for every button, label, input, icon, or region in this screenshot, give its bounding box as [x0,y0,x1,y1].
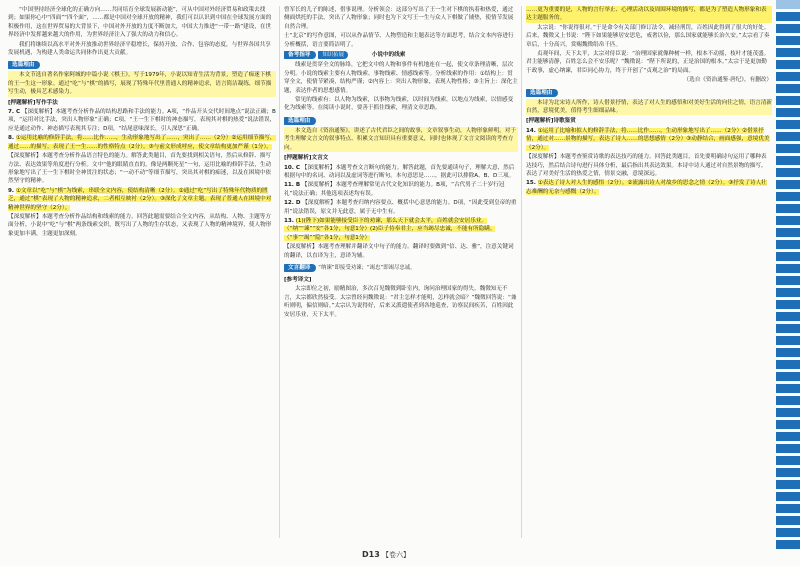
column-divider [279,6,280,538]
side-tab [776,96,800,105]
side-tab [776,504,800,513]
knowledge-badge-row [284,51,518,59]
side-tab [776,456,800,465]
source-note: （选自《资治通鉴·唐纪》，有删改） [683,77,772,84]
answer-item: 13. (1)(陛下)如果能够接受臣下的劝谏，那么天下就会太平，百姓就会安居乐业。（“纳”“谏”“安”各1分，句意1分）(2)臣子侍奉君主，应当竭尽忠诚，不能有所隐瞒。（“事”“竭”“隐”各1分，句意1分） [284,217,496,241]
intro-paragraph: “中国坚持经济全球化的正确方向……共同培育全球发展新动能”，可从中国对外经济贸易和政策去找到；如果你心中“四面”“四个面”，……都是中国对全球开放的精神，我们可以认识到中国在全球发展方面的积极作用，这在世界贸易的大背景下，中国对外开放的力度不断加大，中国大力推进“一带一路”建设，在世界经济中发挥越来越大的作用，为世界经济注入了强大的动力和信心。 [8,7,272,39]
side-tab [776,300,800,309]
side-tab [776,84,800,93]
reference-translation: 贞观年间，天下太平，太宗对侍臣说：“治理国家就像种树一样，根本不动摇，枝叶才能茂盛。君主能够清静，百姓怎么会不安乐呢？”魏徵说：“陛下所说的，正是治国的根本。”太宗于是更加勤于政事，虚心纳谏，君臣同心协力，终于开创了“贞观之治”的局面。 [526,51,770,74]
side-tab [776,384,800,393]
side-tab [776,324,800,333]
reference-translation: 太宗即位之初，励精图治，多次召见魏徵到卧室内，询问治理国家的得失。魏徵知无不言，太宗都欣然接受。太宗曾经问魏徵说：“君主怎样才能明，怎样就会暗？”魏徵回答说：“兼听则明，偏信则暗。”太宗认为说得好，后来又派遣使者到各地巡查，访察民间疾苦，百姓因此安居乐业，天下太平。 [284,286,517,318]
answer-item: 15. ①表达了诗人对人生的感悟（2分）。②流露出诗人对故乡的思念之情（2分）。③抒发了诗人壮志难酬的无奈与感慨（2分）。 [526,180,767,195]
selection-reason: 本文节选自著名作家阿城的中篇小说《棋王》，写于1979年，小说以知青生活为背景，塑造了痴迷下棋的王一生这一形象。通过“吃”与“棋”的描写，展现了特殊年代里普通人的精神追求，语言简洁凝练，细节描写生动，极具艺术感染力。 [8,71,276,96]
page-sub: 【卷六】 [382,551,410,559]
knowledge-text: 线索是贯穿全文的脉络，它把文中的人物和事件有机地连在一起，使文章条理清晰，层次分明。小说的线索主要有人物线索、事物线索、情感线索等。分析线索的作用：①结构上：贯穿全文，使情节紧凑，结构严谨；②内容上：突出人物形象，表现人物性格；③主旨上：深化主题，表达作者的思想感情。 [284,62,518,94]
side-tab [776,492,800,501]
side-tab [776,360,800,369]
extension-badge: 知识拓展 [318,51,348,59]
side-tab [776,468,800,477]
selection-reason: 本文选自《资治通鉴》，讲述了古代君臣之间的故事，文章叙事生动，人物形象鲜明，对于考生理解文言文的叙事特点、积累文言知识具有重要意义，同时也体现了文言文阅读的考查方向。 [284,127,518,152]
side-tab [776,432,800,441]
side-tab [776,444,800,453]
selection-reason: 本诗为北宋诗人所作，诗人借景抒情，表达了对人生的感悟和对美好生活的向往之情，语言清新自然，意境优美，值得考生细细品味。 [526,99,772,115]
side-tab [776,192,800,201]
section-heading: [押题解析]诗歌鉴赏 [526,118,576,125]
answer-item: 9. ①文章以“吃”与“棋”为线索，串联全文内容，使结构清晰（2分）。②通过“吃”写出了特殊年代物质的匮乏，通过“棋”表现了人物的精神追求，二者相互映衬（2分）。③深化了文章主题，表现了普通人在困境中对精神世界的坚守（2分）。 [8,187,272,211]
side-tab [776,408,800,417]
analysis-text: 曾军长的儿子的陈述，借事说理。分析领会：这部分写出了王一生对下棋的执着和热爱，通过侧面烘托的手法，突出了人物形象；同时也为下文写王一生与众人下棋做了铺垫，使情节发展自然合理。 [284,7,514,30]
column-right [526,6,772,538]
side-tab [776,72,800,81]
reference-translation: 太宗说：“你说得很对。”于是命令有关部门修订法令，减轻刑罚，百姓因此得到了很大的好处。后来，魏徵又上书说：“陛下如果能够居安思危，戒奢以俭，那么国家就能够长治久安。”太宗看了奏章后，十分高兴，赏赐魏徵绢帛千匹。 [526,24,770,48]
box-title: 小说中的线索 [371,52,406,59]
side-tab [776,36,800,45]
side-tab [776,168,800,177]
reason-badge: 选篇理由 [284,117,316,125]
analysis-text: 【深度解析】本题考查鉴赏诗歌的表达技巧的能力。回答此类题目，首先要明确诗句运用了哪种表达技巧，然后结合诗句进行具体分析，最后指出其表达效果。本诗中诗人通过对自然景物的描写，表达了对美好生活的热爱之情，情景交融，意境深远。 [526,154,767,177]
side-tab [776,252,800,261]
side-tab [776,372,800,381]
side-tab [776,480,800,489]
side-tab [776,24,800,33]
side-tab [776,240,800,249]
answer-item: 12. D 【深度解析】本题考查归纳内容要点、概括中心意思的能力。D项，“因此受到皇帝的重用”说法错误，原文并无此意，属于无中生有。 [284,200,517,215]
guide-badge: 备考指导 [284,51,316,59]
reason-badge: 选篇理由 [526,89,558,97]
side-tabs [776,0,800,566]
section-heading: [押题解析]写作手法 [8,99,58,106]
analysis-text: 【深度解析】本题考查分析作品语言特色的能力。解答此类题目，首先要找到相关语句，然后从修辞、描写方法、表达效果等角度进行分析。文中“他的眼睛直直的，像是两颗死星”一句，运用比喻的修辞手法，生动形象地写出了王一生下棋时全神贯注的状态；“一动不动”等细节描写，突出其对棋的痴迷，以及在困境中依然坚守的精神。 [8,153,272,185]
reference-translation: ……更为重要的是，人物的言行举止、心理活动以及周围环境的描写，都是为了塑造人物形象和表达主题服务的。 [526,6,772,23]
side-tab [776,12,800,21]
side-tab [776,288,800,297]
column-divider [521,6,522,538]
answer-item: 11. B 【深度解析】本题考查理解常见古代文化知识的能力。B项，“古代男子二十岁行冠礼”说法正确；其他选项表述均有误。 [284,182,505,197]
page-number: D13 [361,550,380,559]
page-footer [0,550,772,560]
translation-note: “纳谏”即接受劝谏；“竭忠”即竭尽忠诚。 [318,264,416,271]
side-tab [776,60,800,69]
side-tab [776,204,800,213]
side-tab [776,0,800,9]
analysis-text: 【深度解析】本题考查分析作品结构和线索的能力。回答此题需要结合全文内容，从结构、人物、主题等方面分析。小说中“吃”与“棋”两条线索交织，既写出了人物的生存状态，又表现了人物的精神境界，使人物形象更加丰满，主题更加深刻。 [8,213,272,237]
side-tab [776,156,800,165]
column-left [8,6,276,538]
column-middle [284,6,518,538]
answer-item: 7. C 【深度解析】本题考查分析作品的结构思路和手法的能力。A项，“作品开头交代时间地点”说法正确；B项，“运用对比手法，突出人物形象”正确；C项，“王一生下棋时的神态描写，表现其对棋的热爱”说法错误，应是通过动作、神态描写表现其专注；D项，“结尾意味深长，引人深思”正确。 [8,109,276,132]
side-tab [776,216,800,225]
reason-badge: 选篇理由 [8,61,40,69]
side-tab [776,348,800,357]
side-tab [776,420,800,429]
side-tab [776,180,800,189]
side-tab [776,528,800,537]
side-tab [776,48,800,57]
side-tab [776,336,800,345]
side-tab [776,396,800,405]
reference-title: [参考译文] [284,276,312,283]
side-tab [776,540,800,549]
translation-badge: 文言翻译 [284,264,316,272]
analysis-text: 士“北京”的写作意图，可以从作品情节、人物塑造和主题表达等方面思考，结合文本内容进行分析概括，语言要简洁明了。 [284,33,514,48]
answer-item: 10. C 【深度解析】本题考查文言断句的能力。解答此题，首先要通读句子，理解大意，然后根据句中的名词、动词以及虚词等进行断句。本句意思是……，据此可以排除A、B、D三项。 [284,164,515,179]
side-tab [776,132,800,141]
section-heading: [押题解析]文言文 [284,155,329,162]
side-tab [776,108,800,117]
side-tab [776,228,800,237]
answer-item: 8. ①运用比喻的修辞手法，将……比作……，生动形象地写出了……，突出了……（2分）②运用细节描写，通过……的描写，表现了王一生……的性格特点（2分）。③与前文形成呼应，使文章结构更加严谨（1分）。 [8,135,276,150]
side-tab [776,276,800,285]
side-tab [776,144,800,153]
answer-item: 14. ①运用了比喻和拟人的修辞手法，将……比作……，生动形象地写出了……（2分）②借景抒情，通过对……景物的描写，表达了诗人……的思想感情（2分）③动静结合，画面感强，意境优美（2分）。 [526,127,770,151]
side-tab [776,312,800,321]
analysis-text: 【深度解析】本题考查理解并翻译文中句子的能力。翻译时要做到“信、达、雅”，注意关键词的翻译，以直译为主，意译为辅。 [284,244,514,259]
side-tab [776,264,800,273]
intro-paragraph: 我们将继续以高水平对外开放推动世界经济平稳增长，保持开放、合作、包容的态度，与世界各国共享发展机遇，为构建人类命运共同体作出更大贡献。 [8,41,271,57]
knowledge-text: 常见的线索有：以人物为线索，以事物为线索，以时间为线索，以地点为线索，以情感变化为线索等。在阅读小说时，要善于抓住线索，理清文章思路。 [284,97,514,112]
side-tab [776,120,800,129]
side-tab [776,516,800,525]
